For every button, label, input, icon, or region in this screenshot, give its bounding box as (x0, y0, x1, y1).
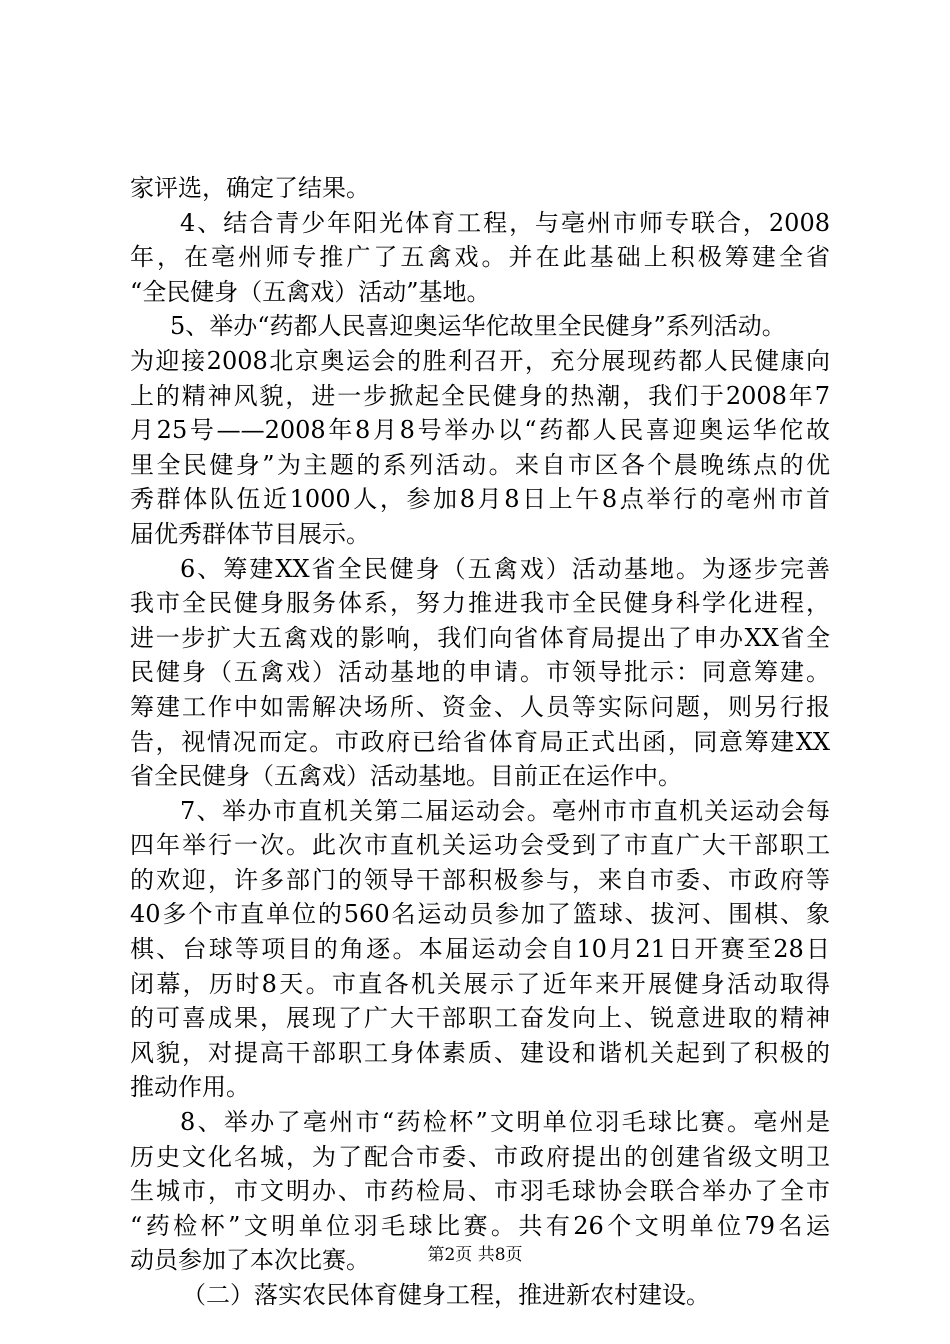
paragraph-4-first-line: 4、结合青少年阳光体育工程，与亳州市师专联合，2008 (180, 208, 830, 237)
text-line: 进一步扩大五禽戏的影响，我们向省体育局提出了申办XX省全 (130, 623, 830, 652)
paragraph-7-first-line: 7、举办市直机关第二届运动会。亳州市市直机关运动会每 (180, 796, 830, 825)
text-line: 生城市，市文明办、市药检局、市羽毛球协会联合举办了全市 (130, 1177, 830, 1206)
paragraph-8-first-line: 8、举办了亳州市“药检杯”文明单位羽毛球比赛。亳州是 (180, 1108, 830, 1137)
paragraph-5-first-line: 5、举办“药都人民喜迎奥运华佗故里全民健身”系列活动。 (170, 312, 786, 341)
text-line: 的欢迎，许多部门的领导干部积极参与，来自市委、市政府等 (130, 865, 830, 894)
text-line: 推动作用。 (130, 1073, 250, 1102)
text-line: 告，视情况而定。市政府已给省体育局正式出函，同意筹建XX (130, 727, 830, 756)
text-line: 里全民健身”为主题的系列活动。来自市区各个晨晚练点的优 (130, 450, 830, 479)
text-line: 省全民健身（五禽戏）活动基地。目前正在运作中。 (130, 762, 682, 791)
text-line: 为迎接2008北京奥运会的胜利召开，充分展现药都人民健康向 (130, 346, 830, 375)
section-heading: （二）落实农民体育健身工程，推进新农村建设。 (182, 1281, 710, 1309)
text-line: “全民健身（五禽戏）活动”基地。 (130, 277, 491, 306)
body-text (130, 171, 830, 1313)
text-line: 年，在亳州师专推广了五禽戏。并在此基础上积极筹建全省 (130, 243, 830, 272)
text-line: 动员参加了本次比赛。 (130, 1246, 370, 1275)
text-line: 40多个市直单位的560名运动员参加了篮球、拔河、围棋、象 (130, 900, 830, 929)
text-line: 上的精神风貌，进一步掀起全民健身的热潮，我们于2008年7 (130, 381, 830, 410)
text-line: 棋、台球等项目的角逐。本届运动会自10月21日开赛至28日 (130, 935, 830, 964)
text-line: 历史文化名城，为了配合市委、市政府提出的创建省级文明卫 (130, 1142, 830, 1171)
text-line: “药检杯”文明单位羽毛球比赛。共有26个文明单位79名运 (130, 1211, 830, 1240)
text-line: 的可喜成果，展现了广大干部职工奋发向上、锐意进取的精神 (130, 1004, 830, 1033)
text-line: 秀群体队伍近1000人，参加8月8日上午8点举行的亳州市首 (130, 485, 830, 514)
text-line: 月25号——2008年8月8号举办以“药都人民喜迎奥运华佗故 (130, 416, 830, 445)
text-line: 四年举行一次。此次市直机关运功会受到了市直广大干部职工 (130, 831, 830, 860)
text-line: 闭幕，历时8天。市直各机关展示了近年来开展健身活动取得 (130, 969, 830, 998)
text-line: 筹建工作中如需解决场所、资金、人员等实际问题，则另行报 (130, 692, 830, 721)
text-line: 家评选，确定了结果。 (130, 174, 370, 202)
text-line: 民健身（五禽戏）活动基地的申请。市领导批示：同意筹建。 (130, 658, 830, 687)
paragraph-6-first-line: 6、筹建XX省全民健身（五禽戏）活动基地。为逐步完善 (180, 554, 830, 583)
text-line: 风貌，对提高干部职工身体素质、建设和谐机关起到了积极的 (130, 1038, 830, 1067)
page-footer: 第2页 共8页 (427, 1245, 523, 1265)
text-line: 届优秀群体节目展示。 (130, 519, 370, 548)
text-line: 我市全民健身服务体系，努力推进我市全民健身科学化进程， (130, 589, 830, 618)
